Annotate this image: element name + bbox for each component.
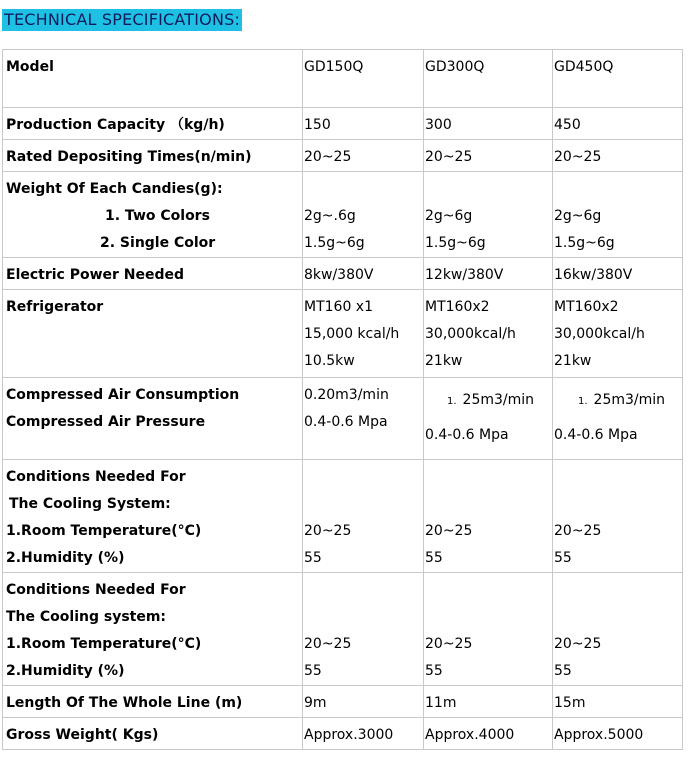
table-row-line-length [3,686,683,718]
table-cell [303,258,424,290]
table-cell [553,460,683,573]
table-cell [3,378,303,460]
row-sublabel: 2. Single Color [100,235,216,251]
row-label: 2.Humidity (%) [6,663,125,679]
table-cell [553,172,683,258]
row-label: Rated Depositing Times(n/min) [6,149,252,165]
cell-value: Approx.3000 [304,727,394,743]
table-cell [303,378,424,460]
cell-value: 20~25 [304,636,352,652]
table-cell [553,686,683,718]
table-cell [3,140,303,172]
table-cell [303,50,424,108]
table-cell [553,140,683,172]
cell-value: 2g~6g [425,208,473,224]
table-cell [303,172,424,258]
cell-value: 2g~.6g [304,208,356,224]
cell-value: 30,000kcal/h [425,326,516,342]
cell-value: 25m3/min [593,392,666,408]
cell-value: 20~25 [304,149,352,165]
cell-value: MT160x2 [425,299,490,315]
model-header: GD450Q [554,59,614,75]
cell-value: 0.4-0.6 Mpa [304,414,388,430]
row-label: 1.Room Temperature(°C) [6,523,202,539]
table-cell [3,460,303,573]
cell-value: 1.5g~6g [554,235,615,251]
table-cell [553,108,683,140]
table-cell [553,378,683,460]
cell-value: 20~25 [425,523,473,539]
table-cell [303,140,424,172]
table-row-refrigerator [3,290,683,378]
table-cell [303,290,424,378]
list-number: 1. [447,396,457,407]
table-cell [3,573,303,686]
cell-value-line [424,387,552,414]
model-header: GD150Q [304,59,364,75]
table-row-electric-power [3,258,683,290]
row-label: The Cooling System: [9,496,171,512]
row-label: The Cooling system: [6,609,167,625]
table-row-model [3,50,683,108]
cell-value: 55 [304,550,322,566]
table-row-compressed-air [3,378,683,460]
row-label: 2.Humidity (%) [6,550,125,566]
cell-value: 150 [304,117,331,133]
cell-value-line [553,387,682,414]
table-row-production-capacity [3,108,683,140]
row-label: Compressed Air Pressure [6,414,206,430]
cell-value: 20~25 [554,523,602,539]
cell-value: 10.5kw [304,353,355,369]
cell-value: 2g~6g [554,208,602,224]
table-cell [424,378,553,460]
cell-value: 55 [304,663,322,679]
table-row-gross-weight [3,718,683,750]
row-label: Gross Weight( Kgs) [6,727,159,743]
row-label: Production Capacity （kg/h) [6,117,225,133]
cell-value: 20~25 [554,636,602,652]
cell-value: 16kw/380V [554,267,633,283]
cell-value: 55 [425,663,443,679]
cell-value: 55 [554,550,572,566]
row-label: Length Of The Whole Line (m) [6,695,243,711]
cell-value: 450 [554,117,581,133]
row-label: 1.Room Temperature(°C) [6,636,202,652]
row-label: Conditions Needed For [6,469,186,485]
cell-value: 21kw [425,353,463,369]
cell-value: 20~25 [304,523,352,539]
cell-value: 21kw [554,353,592,369]
table-cell [424,140,553,172]
table-cell [424,460,553,573]
row-label: Model [6,59,54,75]
cell-value: 55 [425,550,443,566]
table-cell [303,686,424,718]
list-number: 1. [578,396,588,407]
cell-value: 15m [554,695,586,711]
cell-value: 9m [304,695,327,711]
table-cell [303,573,424,686]
cell-value: 20~25 [425,636,473,652]
table-cell [3,50,303,108]
model-header: GD300Q [425,59,485,75]
table-cell [553,50,683,108]
table-cell [553,290,683,378]
cell-value: 1.5g~6g [304,235,365,251]
table-cell [424,573,553,686]
table-cell [424,258,553,290]
table-cell [553,573,683,686]
cell-value: Approx.4000 [425,727,515,743]
cell-value: 1.5g~6g [425,235,486,251]
cell-value: 20~25 [425,149,473,165]
table-cell [424,686,553,718]
cell-value: 0.20m3/min [304,387,389,403]
table-cell [3,258,303,290]
cell-value: 0.4-0.6 Mpa [554,427,638,443]
row-sublabel: 1. Two Colors [105,208,210,224]
cell-value: 300 [425,117,452,133]
table-cell [3,290,303,378]
table-cell [3,686,303,718]
row-label: Conditions Needed For [6,582,186,598]
table-cell [424,290,553,378]
cell-value: 11m [425,695,457,711]
table-cell [3,718,303,750]
table-cell [424,50,553,108]
cell-value: 30,000kcal/h [554,326,645,342]
table-cell [553,718,683,750]
cell-value: 15,000 kcal/h [304,326,400,342]
table-cell [424,718,553,750]
cell-value: 8kw/380V [304,267,374,283]
spec-table [2,49,683,750]
table-cell [424,108,553,140]
row-label: Weight Of Each Candies(g): [6,181,223,197]
table-cell [303,108,424,140]
cell-value: 12kw/380V [425,267,504,283]
table-cell [303,718,424,750]
row-label: Compressed Air Consumption [6,387,240,403]
table-row-cooling-conditions-2 [3,573,683,686]
table-row-weight [3,172,683,258]
table-row-rated-depositing [3,140,683,172]
table-row-cooling-conditions-1 [3,460,683,573]
cell-value: 55 [554,663,572,679]
table-cell [553,258,683,290]
row-label: Refrigerator [6,299,104,315]
cell-value: 25m3/min [462,392,535,408]
cell-value: MT160x2 [554,299,619,315]
page-title: TECHNICAL SPECIFICATIONS: [4,10,241,29]
row-label: Electric Power Needed [6,267,185,283]
cell-value: 20~25 [554,149,602,165]
table-cell [424,172,553,258]
table-cell [3,172,303,258]
cell-value: MT160 x1 [304,299,373,315]
table-cell [303,460,424,573]
table-cell [3,108,303,140]
cell-value: Approx.5000 [554,727,644,743]
cell-value: 0.4-0.6 Mpa [425,427,509,443]
